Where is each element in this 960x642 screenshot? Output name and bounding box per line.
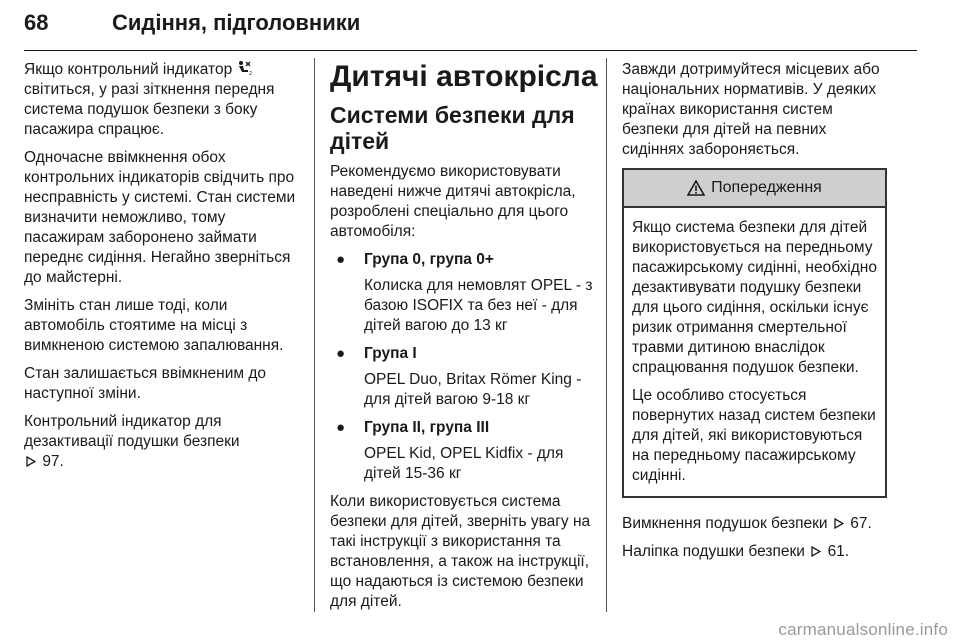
column-divider-2	[606, 58, 607, 612]
warning-header	[624, 170, 885, 208]
list-item	[330, 418, 598, 484]
reference-airbag-label	[622, 542, 887, 562]
warning-box	[622, 168, 887, 498]
bullet-icon: ●	[336, 251, 346, 268]
paragraph-indicator-end: світиться, у разі зіткнення передня система подушок безпеки з боку пасажира спрацює.	[24, 81, 275, 138]
warning-paragraph: Якщо система безпеки для дітей використовується на передньому пасажирському сидінні, необхідно дезактивувати подушку безпеки для цього сидіння, оскільки існує ризик отримання смертельної травми дитиною внаслідок спрацювання подушок безпеки.	[632, 219, 877, 376]
column-divider-1	[314, 58, 315, 612]
section-title: Дитячі автокрісла	[330, 60, 598, 93]
reference-text: Наліпка подушки безпеки	[622, 543, 805, 560]
header-divider	[24, 50, 917, 51]
warning-paragraph: Це особливо стосується повернутих назад систем безпеки для дітей, які використовуються на передньому пасажирському сидінні.	[632, 387, 876, 484]
bullet-icon: ●	[336, 345, 346, 362]
subsection-title: Системи безпеки для дітей	[330, 102, 575, 154]
passenger-airbag-off-icon	[237, 60, 253, 76]
paragraph-both-indicators: Одночасне ввімкнення обох контрольних індикаторів свідчить про несправність у системі. Стан системи визначити неможливо, тому пасажирам заборонено займати переднє сидіння. Негайно зверніться до майстерні.	[24, 149, 296, 286]
paragraph-deactivation-indicator	[24, 412, 304, 472]
page-title: Сидіння, підголовники	[112, 10, 361, 35]
page-reference-arrow-icon	[811, 546, 821, 557]
list-item-title: Група I	[364, 345, 417, 362]
bullet-icon: ●	[336, 419, 346, 436]
page-reference-arrow-icon	[26, 456, 36, 467]
deactivation-indicator-text: Контрольний індикатор для дезактивації подушки безпеки	[24, 413, 240, 450]
paragraph-change-state: Змініть стан лише тоді, коли автомобіль стоятиме на місці з вимкненою системою запалювання.	[24, 297, 284, 354]
column-middle	[330, 60, 598, 620]
paragraph-state-remains: Стан залишається ввімкненим до наступної зміни.	[24, 365, 266, 402]
warning-title: Попередження	[711, 179, 822, 196]
reference-airbag-deactivation	[622, 514, 887, 534]
page-header	[24, 2, 917, 46]
warning-body	[624, 208, 885, 496]
page-reference-link[interactable]: 67.	[850, 515, 872, 532]
page-reference-link[interactable]: 97.	[42, 453, 64, 470]
svg-text:2: 2	[248, 71, 252, 76]
page-reference-link[interactable]: 61.	[827, 543, 850, 560]
page-number: 68	[24, 10, 49, 35]
column-right	[622, 60, 887, 570]
paragraph-indicator-start: Якщо контрольний індикатор	[24, 61, 233, 78]
regulations-paragraph: Завжди дотримуйтеся місцевих або національних нормативів. У деяких країнах використання систем безпеки для дітей на певних сидіннях забороняється.	[622, 61, 880, 158]
outro-paragraph: Коли використовується система безпеки для дітей, зверніть увагу на такі інструкції з використання та встановлення, а також на інструкції, що надаються із системою безпеки для дітей.	[330, 493, 591, 610]
list-item-title: Група 0, група 0+	[364, 251, 494, 268]
reference-text: Вимкнення подушок безпеки	[622, 515, 828, 532]
column-left	[24, 60, 304, 480]
paragraph-indicator	[24, 60, 304, 140]
watermark: carmanualsonline.info	[778, 620, 948, 639]
list-item	[330, 344, 598, 410]
intro-paragraph: Рекомендуємо використовувати наведені нижче дитячі автокрісла, розроблені спеціально для цього автомобіля:	[330, 163, 576, 240]
page-reference-arrow-icon	[834, 518, 844, 529]
list-item-text: OPEL Kid, OPEL Kidfix - для дітей 15-36 кг	[364, 445, 564, 482]
list-item	[330, 250, 598, 336]
list-item-text: Колиска для немовлят OPEL - з базою ISOFIX та без неї - для дітей вагою до 13 кг	[364, 277, 593, 334]
warning-triangle-icon	[687, 180, 705, 196]
list-item-title: Група II, група III	[364, 419, 490, 436]
list-item-text: OPEL Duo, Britax Römer King - для дітей вагою 9-18 кг	[364, 371, 582, 408]
